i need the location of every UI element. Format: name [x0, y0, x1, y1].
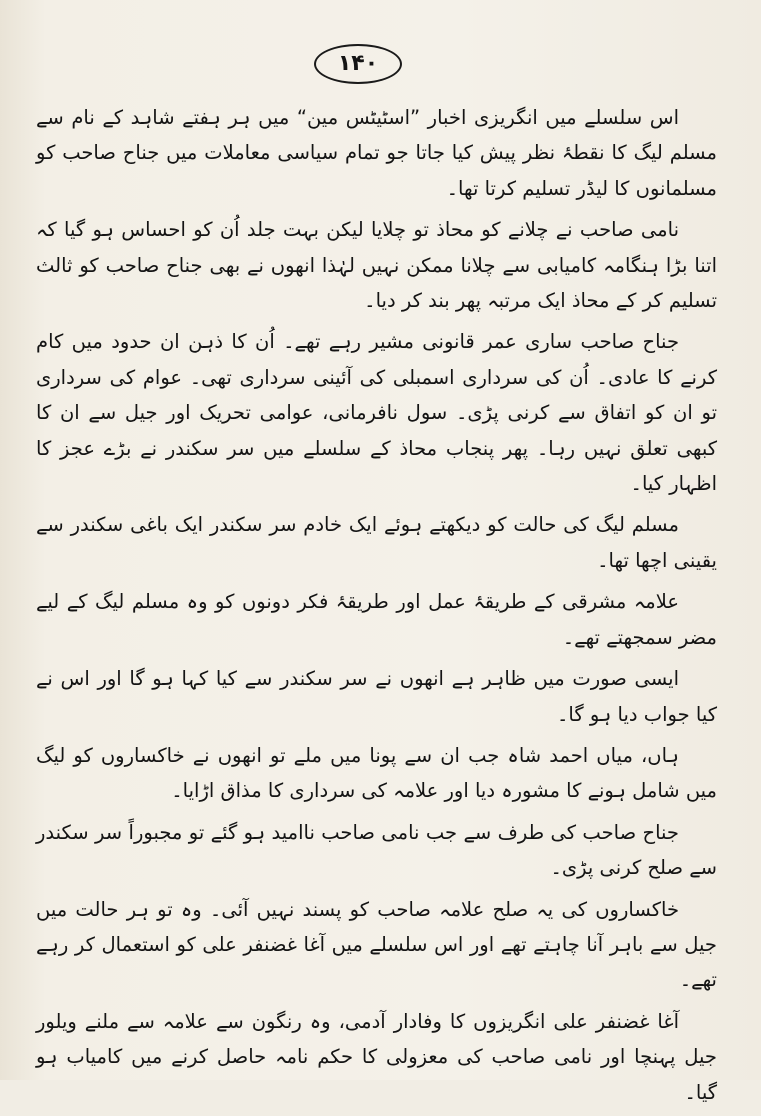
- body-text: [36, 100, 717, 1116]
- paragraph: نامی صاحب نے چلانے کو محاذ تو چلایا لیکن بہت جلد اُن کو احساس ہو گیا کہ اتنا بڑا ہنگامہ کامیابی سے چلانا ممکن نہیں لہٰذا انھوں نے بھی جناح صاحب کو ثالث تسلیم کر کے محاذ ایک مرتبہ پھر بند کر دیا۔: [36, 218, 717, 313]
- page-number: ۱۴۰: [314, 44, 402, 84]
- paragraph: ایسی صورت میں ظاہر ہے انھوں نے سر سکندر سے کیا کہا ہو گا اور اس نے کیا جواب دیا ہو گا۔: [36, 667, 717, 726]
- paragraph: ہاں، میاں احمد شاہ جب ان سے پونا میں ملے تو انھوں نے خاکساروں کو لیگ میں شامل ہونے کا مشورہ دیا اور علامہ کی سرداری کا مذاق اڑایا۔: [36, 743, 717, 803]
- paragraph: جناح صاحب کی طرف سے جب نامی صاحب ناامید ہو گئے تو مجبوراً سر سکندر سے صلح کرنی پڑی۔: [36, 820, 717, 880]
- paragraph: علامہ مشرقی کے طریقۂ عمل اور طریقۂ فکر دونوں کو وہ مسلم لیگ کے لیے مضر سمجھتے تھے۔: [36, 590, 717, 649]
- paragraph: اس سلسلے میں انگریزی اخبار ”اسٹیٹس مین“ میں ہر ہفتے شاہد کے نام سے مسلم لیگ کا نقطۂ نظر پیش کیا جاتا جو تمام سیاسی معاملات میں جناح صاحب کو مسلمانوں کا لیڈر تسلیم کرتا تھا۔: [36, 106, 717, 200]
- paragraph: جناح صاحب ساری عمر قانونی مشیر رہے تھے۔ اُن کا ذہن ان حدود میں کام کرنے کا عادی۔ اُن کی سرداری اسمبلی کی آئینی سرداری تھی۔ عوام کی سرداری تو ان کو اتفاق سے کرنی پڑی۔ سول نافرمانی، عوامی تحریک اور جیل سے ان کا کبھی تعلق نہیں رہا۔ پھر پنجاب محاذ کے سلسلے میں سر سکندر نے بڑے عجز کا اظہار کیا۔: [36, 330, 717, 496]
- paragraph: خاکساروں کی یہ صلح علامہ صاحب کو پسند نہیں آئی۔ وہ تو ہر حالت میں جیل سے باہر آنا چاہتے تھے اور اس سلسلے میں آغا غضنفر علی کو استعمال کر رہے تھے۔: [36, 897, 717, 992]
- paragraph: مسلم لیگ کی حالت کو دیکھتے ہوئے ایک خادم سر سکندر ایک باغی سکندر سے یقینی اچھا تھا۔: [36, 513, 717, 572]
- paragraph: آغا غضنفر علی انگریزوں کا وفادار آدمی، وہ رنگون سے علامہ سے ملنے ویلور جیل پہنچا اور نامی صاحب کی معزولی کا حکم نامہ حاصل کرنے میں کامیاب ہو گیا۔: [36, 1009, 717, 1104]
